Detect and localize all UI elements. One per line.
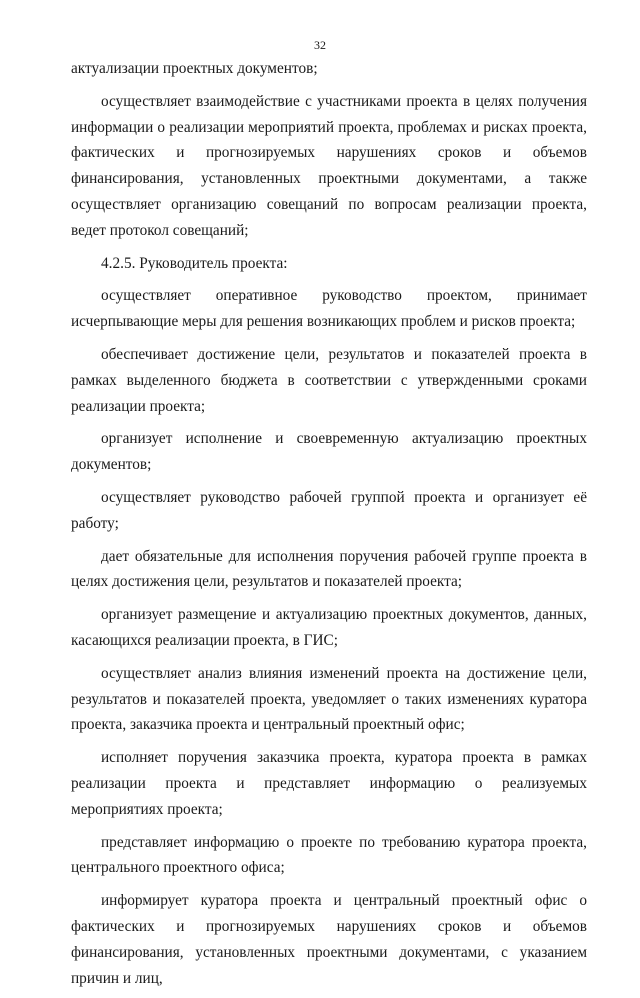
paragraph: организует размещение и актуализацию проектных документов, данных, касающихся реализации проекта, в ГИС; <box>71 606 587 649</box>
paragraph: представляет информацию о проекте по требованию куратора проекта, центрального проектного офиса; <box>71 833 587 877</box>
paragraph: осуществляет анализ влияния изменений проекта на достижение цели, результатов и показателей проекта, уведомляет о таких изменениях куратора проекта, заказчика проекта и центральный проектный офис; <box>71 664 587 734</box>
document-body <box>71 56 587 998</box>
paragraph: исполняет поручения заказчика проекта, куратора проекта в рамках реализации проекта и представляет информацию о реализуемых мероприятиях проекта; <box>71 749 587 818</box>
paragraph: осуществляет оперативное руководство проектом, принимает исчерпывающие меры для решения возникающих проблем и рисков проекта; <box>71 287 587 331</box>
paragraph: организует исполнение и своевременную актуализацию проектных документов; <box>71 430 587 474</box>
paragraph: обеспечивает достижение цели, результатов и показателей проекта в рамках выделенного бюджета в соответствии с утвержденными сроками реализации проекта; <box>71 345 587 415</box>
section-heading: 4.2.5. Руководитель проекта: <box>101 254 288 272</box>
paragraph: осуществляет руководство рабочей группой проекта и организует её работу; <box>71 488 587 532</box>
paragraph: осуществляет взаимодействие с участниками проекта в целях получения информации о реализации мероприятий проекта, проблемах и рисках проекта, фактических и прогнозируемых нарушениях сроков и объемов финансирования, установленных проектными документами, а также осуществляет организацию совещаний по вопросам реализации проекта, ведет протокол совещаний; <box>71 92 587 239</box>
paragraph: информирует куратора проекта и центральный проектный офис о фактических и прогнозируемых нарушениях сроков и объемов финансирования, установленных проектными документами, с указанием причин и лиц, <box>71 892 587 987</box>
page-number: 32 <box>314 38 326 52</box>
paragraph: дает обязательные для исполнения поручения рабочей группе проекта в целях достижения цели, результатов и показателей проекта; <box>71 547 587 591</box>
paragraph: актуализации проектных документов; <box>71 60 318 77</box>
